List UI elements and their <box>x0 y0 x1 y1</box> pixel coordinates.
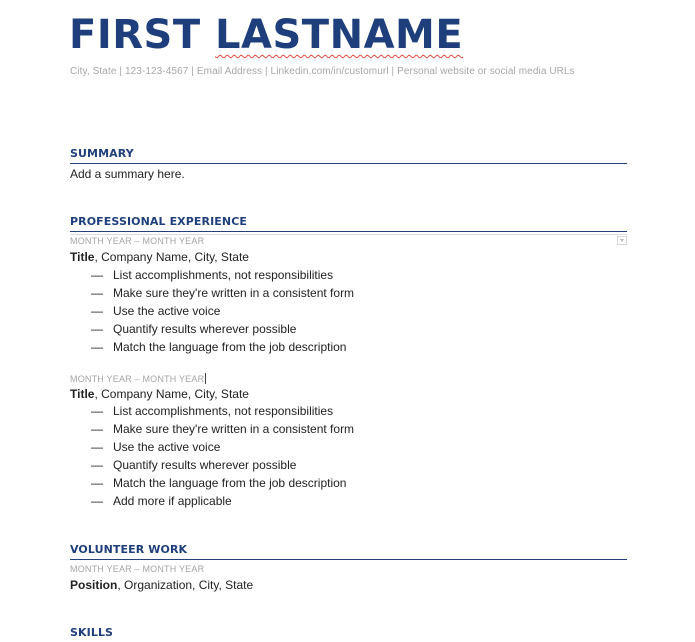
dash-bullet-icon: — <box>91 268 103 282</box>
skills-heading[interactable] <box>70 625 627 642</box>
resume-document: FIRST LASTNAME City, State | 123-123-4567 | Email Address | Linkedin.com/in/customurl | Personal website or social media URLs SUMMARY Add a summary here. PROFESSIONAL EXPERIENCE MONTH YEAR – MONTH YEAR Title, Company Name, City, State — List accomplishments, not responsibilities — Make sure they're written in a consistent form — Use the active voice — Quantify results wherever possible — Match the language from the job description MONTH YEAR – MONTH YEAR Title, Company Name, City, State — List accomplishments, not responsibilities — Make sure they're written in a consistent form — Use the active voice — Quantify results wherever possible — Match the language from the job description — Add more if applicable VOLUNTEER WORK MONTH YEAR – MONTH YEAR Position, Organization, City, State SKILLS <box>0 0 695 642</box>
full-name-heading[interactable] <box>69 6 463 64</box>
dash-bullet-icon: — <box>91 286 103 300</box>
job-2-dates[interactable] <box>70 373 206 384</box>
dash-bullet-icon: — <box>91 476 103 490</box>
summary-text[interactable]: Add a summary here. <box>70 167 185 181</box>
job-2-title-line[interactable] <box>70 387 249 401</box>
text-cursor <box>205 373 206 384</box>
experience-heading-text: PROFESSIONAL EXPERIENCE <box>70 215 248 228</box>
job-2-dates-text: MONTH YEAR – MONTH YEAR <box>70 374 205 384</box>
chevron-down-icon[interactable] <box>617 236 627 245</box>
last-name-spellcheck-flagged[interactable]: LASTNAME <box>215 12 464 58</box>
job-1-details: , Company Name, City, State <box>94 250 249 264</box>
experience-heading[interactable] <box>70 214 627 232</box>
dash-bullet-icon: — <box>91 440 103 454</box>
volunteer-heading[interactable] <box>70 542 627 560</box>
job-2-title: Title <box>70 387 95 401</box>
volunteer-details: , Organization, City, State <box>117 578 254 592</box>
dash-bullet-icon: — <box>91 304 103 318</box>
summary-heading[interactable] <box>70 146 627 164</box>
job-1-dates-text: MONTH YEAR – MONTH YEAR <box>70 236 205 246</box>
volunteer-position-line[interactable] <box>70 578 253 592</box>
dash-bullet-icon: — <box>91 494 103 508</box>
summary-heading-text: SUMMARY <box>70 147 134 160</box>
skills-heading-text: SKILLS <box>70 626 114 639</box>
dash-bullet-icon: — <box>91 404 103 418</box>
job-2-details: , Company Name, City, State <box>94 387 249 401</box>
job-1-title: Title <box>70 250 95 264</box>
contact-line[interactable]: City, State | 123-123-4567 | Email Address | Linkedin.com/in/customurl | Personal website or social media URLs <box>70 66 575 77</box>
job-1-dates[interactable] <box>70 234 627 247</box>
dash-bullet-icon: — <box>91 422 103 436</box>
dash-bullet-icon: — <box>91 340 103 354</box>
volunteer-dates[interactable]: MONTH YEAR – MONTH YEAR <box>70 564 205 574</box>
job-1-title-line[interactable] <box>70 250 249 264</box>
first-name[interactable]: FIRST <box>69 12 201 58</box>
dash-bullet-icon: — <box>91 322 103 336</box>
volunteer-position: Position <box>70 578 118 592</box>
volunteer-heading-text: VOLUNTEER WORK <box>70 543 188 556</box>
dash-bullet-icon: — <box>91 458 103 472</box>
